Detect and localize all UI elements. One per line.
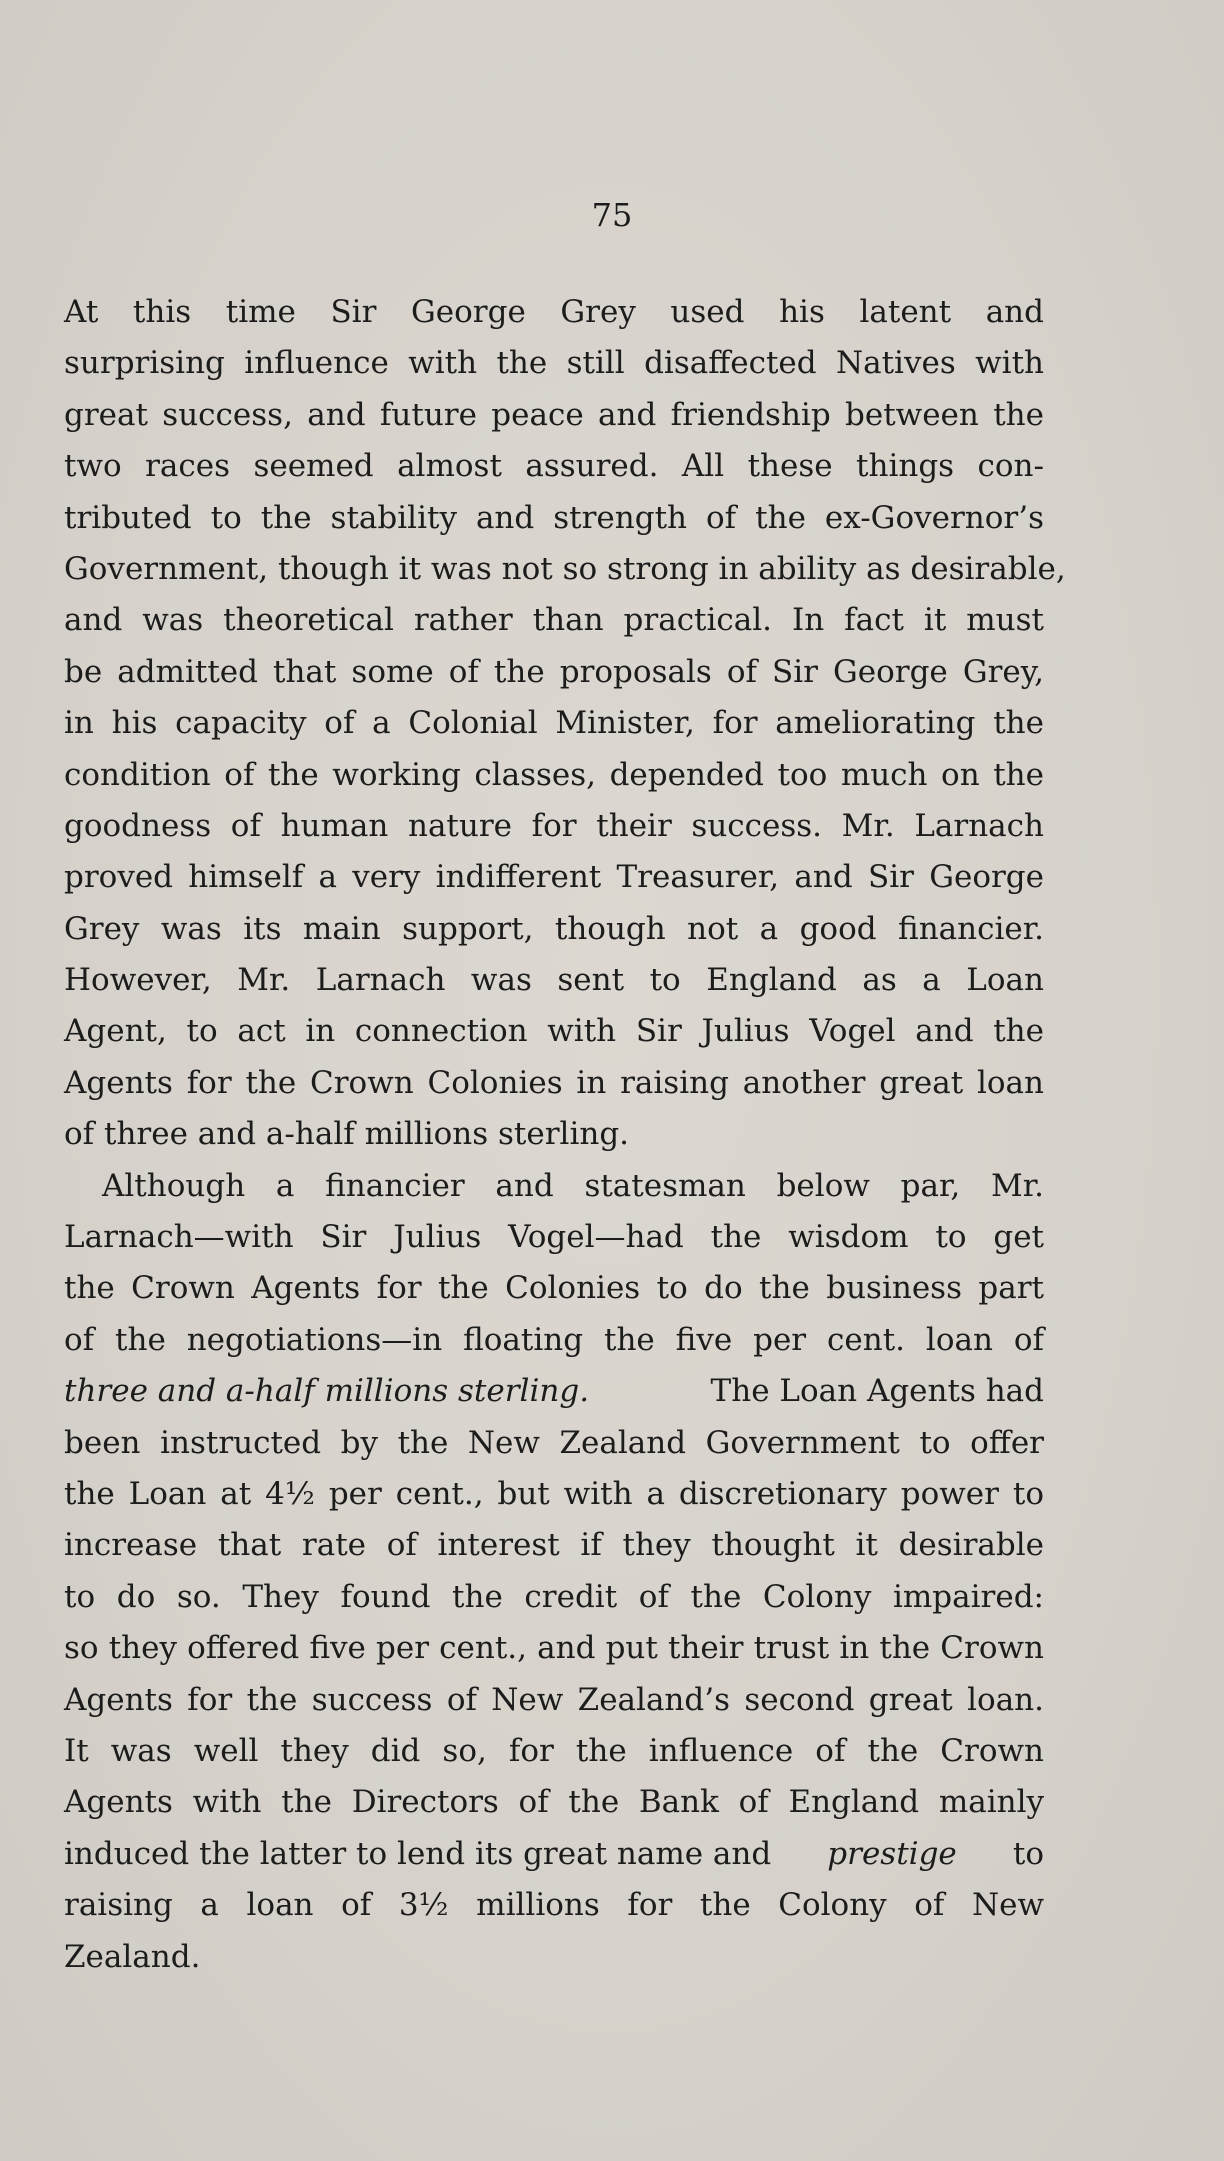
text-line: tributed to the stability and strength of the ex-Governor’s xyxy=(64,499,1044,536)
text-line: Grey was its main support, though not a good financier. xyxy=(64,910,1044,947)
text-line: raising a loan of 3½ millions for the Colony of New xyxy=(64,1887,1044,1924)
text-line: so they offered five per cent., and put their trust in the Crown xyxy=(64,1630,1044,1667)
text-line: Agent, to act in connection with Sir Julius Vogel and the xyxy=(64,1013,1044,1050)
text-line: However, Mr. Larnach was sent to England as a Loan xyxy=(64,962,1044,999)
text-line: great success, and future peace and friendship between the xyxy=(64,396,1044,433)
text-line: in his capacity of a Colonial Minister, for ameliorating the xyxy=(64,705,1044,742)
italic-word: prestige xyxy=(827,1835,957,1872)
text-line: be admitted that some of the proposals of Sir George Grey, xyxy=(64,653,1044,690)
text-line: the Crown Agents for the Colonies to do the business part xyxy=(64,1270,1044,1307)
text-line: It was well they did so, for the influence of the Crown xyxy=(64,1732,1044,1769)
text-line: Agents with the Directors of the Bank of England mainly xyxy=(64,1784,1044,1821)
text-line: been instructed by the New Zealand Government to offer xyxy=(64,1424,1044,1461)
text-line: the Loan at 4½ per cent., but with a discretionary power to xyxy=(64,1475,1044,1512)
text-line: Government, though it was not so strong in ability as desirable, xyxy=(64,550,1066,587)
text-line: and was theoretical rather than practical. In fact it must xyxy=(64,602,1044,639)
text-fragment: induced the latter to lend its great name and xyxy=(64,1835,772,1872)
text-line: to do so. They found the credit of the Colony impaired: xyxy=(64,1578,1044,1615)
text-line-mixed xyxy=(64,1829,1044,1880)
text-line: Larnach—with Sir Julius Vogel—had the wisdom to get xyxy=(64,1219,1044,1256)
text-line: Although a financier and statesman below par, Mr. xyxy=(102,1167,1044,1204)
text-line-mixed xyxy=(64,1366,1044,1417)
body-text xyxy=(64,287,1066,1983)
text-line: of three and a-half millions sterling. xyxy=(64,1116,630,1153)
text-line: goodness of human nature for their success. Mr. Larnach xyxy=(64,807,1044,844)
text-line: two races seemed almost assured. All these things con- xyxy=(64,448,1044,485)
text-line: At this time Sir George Grey used his latent and xyxy=(64,294,1044,330)
text-line: Agents for the success of New Zealand’s second great loan. xyxy=(64,1681,1044,1718)
text-fragment: The Loan Agents had xyxy=(710,1373,1044,1410)
text-line: of the negotiations—in floating the five per cent. loan of xyxy=(64,1321,1044,1358)
text-line: Zealand. xyxy=(64,1938,201,1975)
page-number: 75 xyxy=(591,196,633,234)
text-line: proved himself a very indifferent Treasurer, and Sir George xyxy=(64,859,1044,896)
text-line: Agents for the Crown Colonies in raising another great loan xyxy=(64,1064,1044,1101)
text-line: condition of the working classes, depended too much on the xyxy=(64,756,1044,793)
text-line: increase that rate of interest if they thought it desirable xyxy=(64,1527,1044,1564)
italic-phrase: three and a-half millions sterling. xyxy=(64,1373,590,1410)
text-line: surprising influence with the still disaffected Natives with xyxy=(64,345,1044,382)
text-fragment: to xyxy=(1012,1835,1044,1872)
